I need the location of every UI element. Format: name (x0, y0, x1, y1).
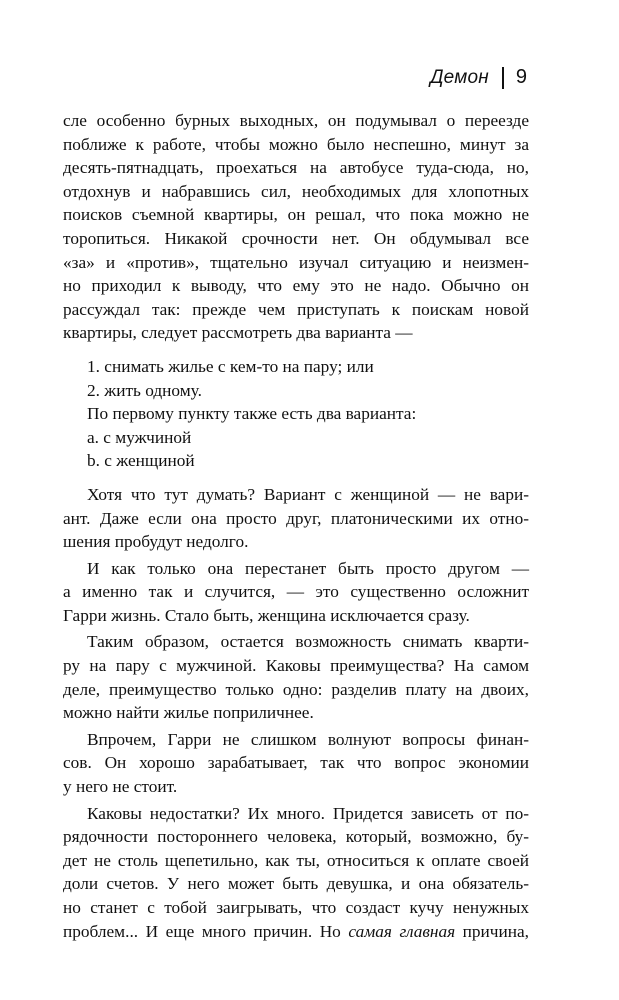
text-line: десять-пятнадцать, проехаться на автобусе туда-сюда, но, (63, 158, 529, 178)
text-run: причина, (455, 921, 529, 941)
paragraph (63, 630, 529, 724)
spacer (63, 473, 529, 483)
text-line: ант. Даже если она просто друг, платоническими их отно- (63, 508, 529, 528)
text-line: у него не стоит. (63, 777, 178, 797)
paragraph (63, 557, 529, 628)
page-number: 9 (515, 66, 527, 88)
paragraph (63, 728, 529, 799)
running-title: Демон (430, 66, 489, 88)
text-line: Таким образом, остается возможность снимать кварти- (87, 632, 529, 652)
header-separator (502, 67, 504, 89)
text-line: Впрочем, Гарри не слишком волнуют вопросы финан- (87, 729, 529, 749)
text-line: «за» и «против», тщательно изучал ситуацию и неизмен- (63, 252, 529, 272)
text-line: Гарри жизнь. Стало быть, женщина исключается сразу. (63, 605, 470, 625)
text-line: можно найти жилье поприличнее. (63, 703, 314, 723)
text-line: поближе к работе, чтобы можно было неспешно, минут за (63, 134, 529, 154)
text-line: сле особенно бурных выходных, он подумывал о переезде (63, 111, 529, 130)
italic-emphasis: самая главная (348, 921, 456, 941)
text-line: но станет с тобой заигрывать, что создаст кучу ненужных (63, 898, 529, 917)
list-item: a. с мужчиной (87, 427, 192, 447)
text-line: а именно так и случится, — это существенно осложнит (63, 582, 529, 602)
text-line: доли счетов. У него может быть девушка, и она обязатель- (63, 874, 529, 894)
text-line: рассуждал так: прежде чем приступать к поискам новой (63, 299, 529, 319)
text-line: И как только она перестанет быть просто другом — (87, 558, 529, 578)
paragraph (63, 483, 529, 554)
paragraph-continuation (63, 109, 529, 345)
text-line: Каковы недостатки? Их много. Придется зависеть от по- (87, 803, 529, 823)
text-run: проблем... И еще много причин. Но (63, 921, 349, 941)
text-line: но приходил к выводу, что ему это не надо. Обычно он (63, 276, 529, 296)
text-line: ру на пару с мужчиной. Каковы преимущества? На самом (63, 656, 529, 676)
list-item: 1. снимать жилье с кем-то на пару; или (87, 356, 374, 376)
options-list (63, 355, 529, 473)
spacer (63, 345, 529, 355)
list-item: По первому пункту также есть два варианта: (87, 404, 417, 424)
text-line: дет не столь щепетильно, как ты, относиться к оплате своей (63, 850, 529, 870)
running-header (430, 66, 527, 89)
list-item: 2. жить одному. (87, 380, 202, 400)
text-line: поисков съемной квартиры, он решал, что пока можно не (63, 205, 529, 225)
text-line: рядочности постороннего человека, который, возможно, бу- (63, 827, 529, 847)
list-item: b. с женщиной (87, 451, 195, 471)
text-line: торопиться. Никакой срочности нет. Он обдумывал все (63, 228, 529, 248)
text-line: квартиры, следует рассмотреть два варианта — (63, 323, 413, 343)
text-line: отдохнув и набравшись сил, необходимых для хлопотных (63, 181, 529, 201)
body-text (63, 109, 529, 943)
paragraph (63, 802, 529, 944)
text-line: Хотя что тут думать? Вариант с женщиной — не вари- (87, 484, 529, 504)
text-line: деле, преимущество только одно: разделив плату на двоих, (63, 679, 529, 699)
text-line-mixed (63, 920, 529, 944)
text-line: шения пробудут недолго. (63, 532, 249, 552)
text-line: сов. Он хорошо зарабатывает, так что вопрос экономии (63, 753, 529, 773)
